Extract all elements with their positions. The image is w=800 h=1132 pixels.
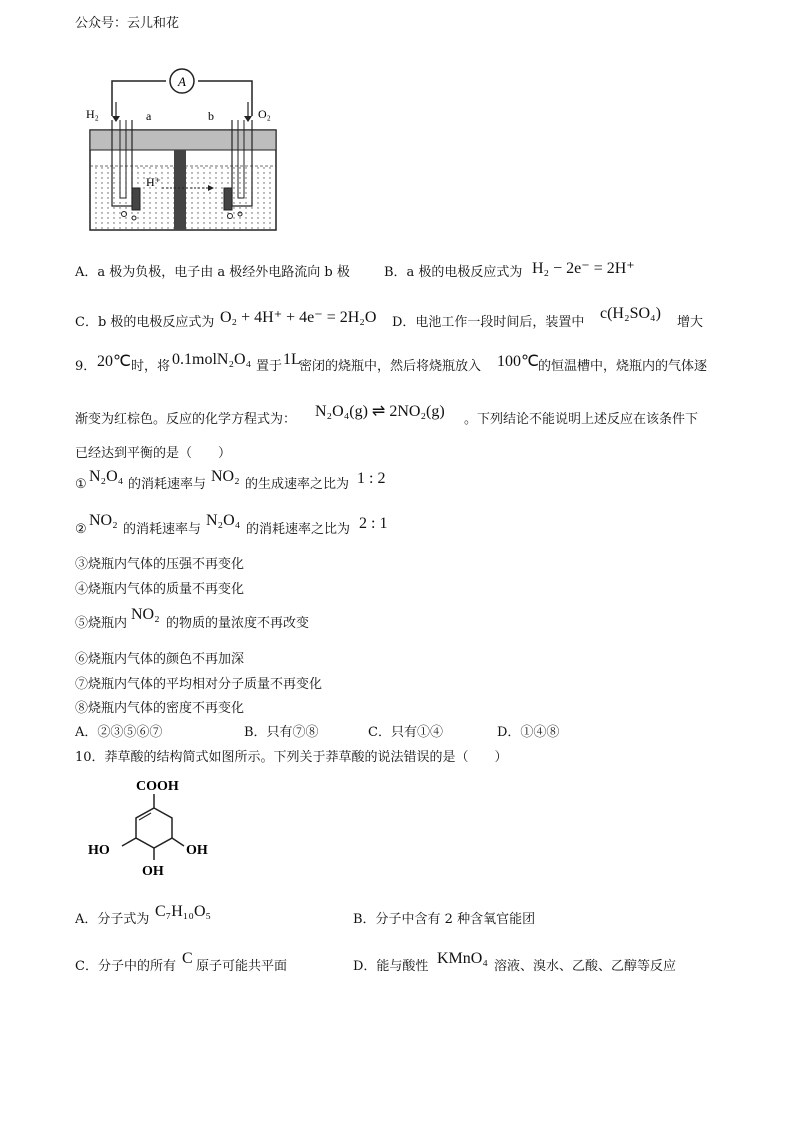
q10-option-c-formula: C xyxy=(182,950,193,967)
q10-option-c-suffix: 原子可能共平面 xyxy=(196,959,288,974)
q9-number: 9． xyxy=(75,359,97,374)
q8-option-b-formula: H₂ − 2e⁻ = 2H⁺ xyxy=(532,260,635,277)
q9-s1-f1: N₂O₄ xyxy=(89,468,124,485)
q10-option-c-text: C．分子中的所有 xyxy=(75,959,176,974)
q10-option-d-suffix: 溶液、溴水、乙酸、乙醇等反应 xyxy=(494,959,677,974)
q9-amount: 0.1molN₂O₄ xyxy=(172,351,252,368)
q9-line1-b: 置于 xyxy=(256,359,283,374)
q9-s8: ⑧烧瓶内气体的密度不再变化 xyxy=(75,701,245,716)
oh-bottom-label: OH xyxy=(142,864,164,879)
q9-s1-post: 的生成速率之比为 xyxy=(245,477,350,492)
q9-s1-mid: 的消耗速率与 xyxy=(128,477,207,492)
q8-option-d-text: D．电池工作一段时间后，装置中 xyxy=(392,315,585,330)
ammeter-label: A xyxy=(178,74,186,89)
q8-option-d-suffix: 增大 xyxy=(677,315,704,330)
h2-label: H₂ xyxy=(86,107,99,121)
q8-option-d-formula: c(H₂SO₄) xyxy=(600,305,661,322)
o2-label: O₂ xyxy=(258,107,271,121)
q10-option-a-text: A．分子式为 xyxy=(75,912,150,927)
q10-stem: 10．莽草酸的结构简式如图所示。下列关于莽草酸的说法错误的是（ ） xyxy=(75,750,508,765)
q9-s1-f2: NO₂ xyxy=(211,468,240,485)
q9-s6: ⑥烧瓶内气体的颜色不再加深 xyxy=(75,652,245,667)
q9-s2-ratio: 2 : 1 xyxy=(359,515,388,532)
q9-s2-mid: 的消耗速率与 xyxy=(123,522,202,537)
q8-option-c-formula: O₂ + 4H⁺ + 4e⁻ = 2H₂O xyxy=(220,309,377,326)
q9-line1-a: 时，将 xyxy=(131,359,171,374)
q9-s1-ratio: 1 : 2 xyxy=(357,470,386,487)
q8-option-c-text: C．b 极的电极反应式为 xyxy=(75,315,215,330)
q10-option-a-formula: C₇H₁₀O₅ xyxy=(155,903,212,920)
q8-option-b-text: B．a 极的电极反应式为 xyxy=(384,265,523,280)
q9-line3: 已经达到平衡的是（ ） xyxy=(75,446,232,461)
q9-s1-pre: ① xyxy=(75,477,87,492)
electrode-a-label: a xyxy=(146,109,152,123)
oh-right-label: OH xyxy=(186,843,208,858)
q9-option-b: B．只有⑦⑧ xyxy=(244,725,319,740)
q9-line2-post: 。下列结论不能说明上述反应在该条件下 xyxy=(464,412,699,427)
q9-line1-c: 密闭的烧瓶中，然后将烧瓶放入 xyxy=(299,359,482,374)
shikimic-acid-structure xyxy=(84,776,224,880)
q9-s5-post: 的物质的量浓度不再改变 xyxy=(166,616,310,631)
q9-option-a: A．②③⑤⑥⑦ xyxy=(75,725,163,740)
q10-option-d-formula: KMnO₄ xyxy=(437,950,488,967)
q9-line1-d: 的恒温槽中，烧瓶内的气体逐 xyxy=(538,359,708,374)
proton-label: H⁺ xyxy=(146,175,161,189)
q9-temp1: 20℃ xyxy=(97,353,131,370)
q9-s2-f1: NO₂ xyxy=(89,512,118,529)
q9-s2-post: 的消耗速率之比为 xyxy=(246,522,351,537)
fuel-cell-diagram xyxy=(82,66,282,232)
ho-left-label: HO xyxy=(88,843,110,858)
q9-s7: ⑦烧瓶内气体的平均相对分子质量不再变化 xyxy=(75,677,323,692)
q9-s5-pre: ⑤烧瓶内 xyxy=(75,616,128,631)
electrode-b-label: b xyxy=(208,109,214,123)
q9-line2-pre: 渐变为红棕色。反应的化学方程式为： xyxy=(75,412,297,427)
header-account: 公众号：云儿和花 xyxy=(75,16,180,31)
q9-temp2: 100℃ xyxy=(497,353,539,370)
q10-option-b: B．分子中含有 2 种含氧官能团 xyxy=(353,912,536,927)
q10-option-d-text: D．能与酸性 xyxy=(353,959,429,974)
q8-option-a: A．a 极为负极，电子由 a 极经外电路流向 b 极 xyxy=(75,265,350,280)
q9-s2-f2: N₂O₄ xyxy=(206,512,241,529)
q9-s4: ④烧瓶内气体的质量不再变化 xyxy=(75,582,245,597)
cooh-label: COOH xyxy=(136,779,179,794)
q9-s3: ③烧瓶内气体的压强不再变化 xyxy=(75,557,245,572)
q9-s2-pre: ② xyxy=(75,522,87,537)
q9-volume: 1L xyxy=(283,351,301,368)
q9-s5-f: NO₂ xyxy=(131,606,160,623)
q9-equation: N₂O₄(g) ⇌ 2NO₂(g) xyxy=(315,403,445,420)
q9-option-c: C．只有①④ xyxy=(368,725,443,740)
q9-option-d: D．①④⑧ xyxy=(497,725,560,740)
